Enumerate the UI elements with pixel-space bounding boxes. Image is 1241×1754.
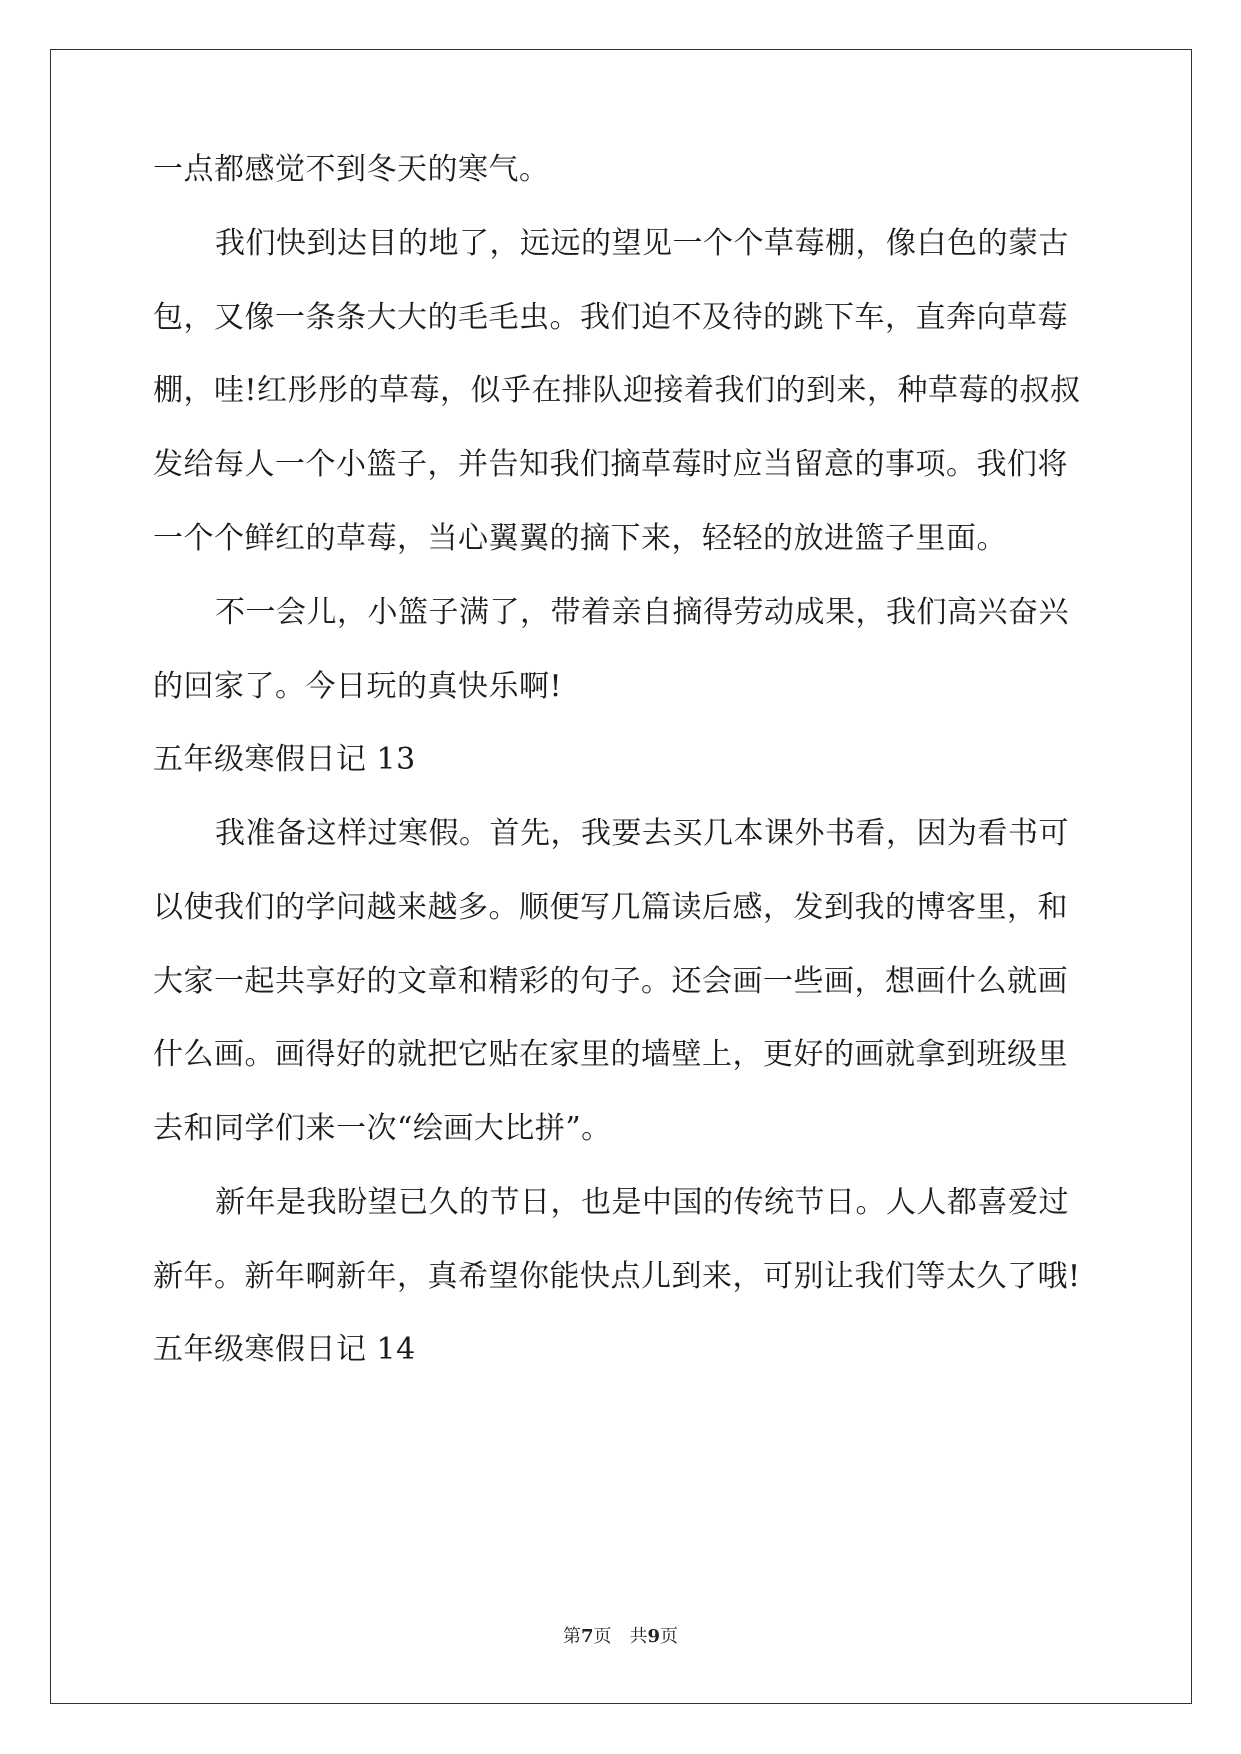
paragraph-line: 发给每人一个小篮子，并告知我们摘草莓时应当留意的事项。我们将 bbox=[153, 447, 1068, 482]
paragraph-line: 一个个鲜红的草莓，当心翼翼的摘下来，轻轻的放进篮子里面。 bbox=[153, 521, 1007, 556]
page-border bbox=[50, 49, 1192, 1704]
page-footer bbox=[0, 1626, 1241, 1648]
section-heading: 五年级寒假日记 14 bbox=[153, 1332, 416, 1367]
paragraph-line: 我准备这样过寒假。首先，我要去买几本课外书看，因为看书可 bbox=[215, 816, 1069, 851]
paragraph-line: 的回家了。今日玩的真快乐啊! bbox=[153, 669, 563, 704]
footer-prefix: 第 bbox=[562, 1626, 581, 1647]
paragraph-line: 新年是我盼望已久的节日，也是中国的传统节日。人人都喜爱过 bbox=[215, 1185, 1069, 1220]
paragraph-line: 新年。新年啊新年，真希望你能快点儿到来，可别让我们等太久了哦! bbox=[153, 1259, 1081, 1294]
paragraph-line: 不一会儿，小篮子满了，带着亲自摘得劳动成果，我们高兴奋兴 bbox=[215, 595, 1069, 630]
current-page-number: 7 bbox=[580, 1626, 594, 1647]
total-pages-number: 9 bbox=[647, 1626, 661, 1647]
paragraph-line: 我们快到达目的地了，远远的望见一个个草莓棚，像白色的蒙古 bbox=[215, 226, 1069, 261]
paragraph-line: 以使我们的学问越来越多。顺便写几篇读后感，发到我的博客里，和 bbox=[153, 890, 1068, 925]
footer-suffix: 页 bbox=[660, 1626, 679, 1647]
paragraph-line: 大家一起共享好的文章和精彩的句子。还会画一些画，想画什么就画 bbox=[153, 964, 1068, 999]
paragraph-line: 一点都感觉不到冬天的寒气。 bbox=[153, 152, 550, 187]
paragraph-line: 什么画。画得好的就把它贴在家里的墙壁上，更好的画就拿到班级里 bbox=[153, 1037, 1068, 1072]
footer-middle: 页 共 bbox=[593, 1626, 648, 1647]
section-heading: 五年级寒假日记 13 bbox=[153, 742, 416, 777]
paragraph-line: 棚，哇!红彤彤的草莓，似乎在排队迎接着我们的到来，种草莓的叔叔 bbox=[153, 373, 1081, 408]
paragraph-line: 去和同学们来一次“绘画大比拼”。 bbox=[153, 1111, 612, 1146]
paragraph-line: 包，又像一条条大大的毛毛虫。我们迫不及待的跳下车，直奔向草莓 bbox=[153, 300, 1068, 335]
